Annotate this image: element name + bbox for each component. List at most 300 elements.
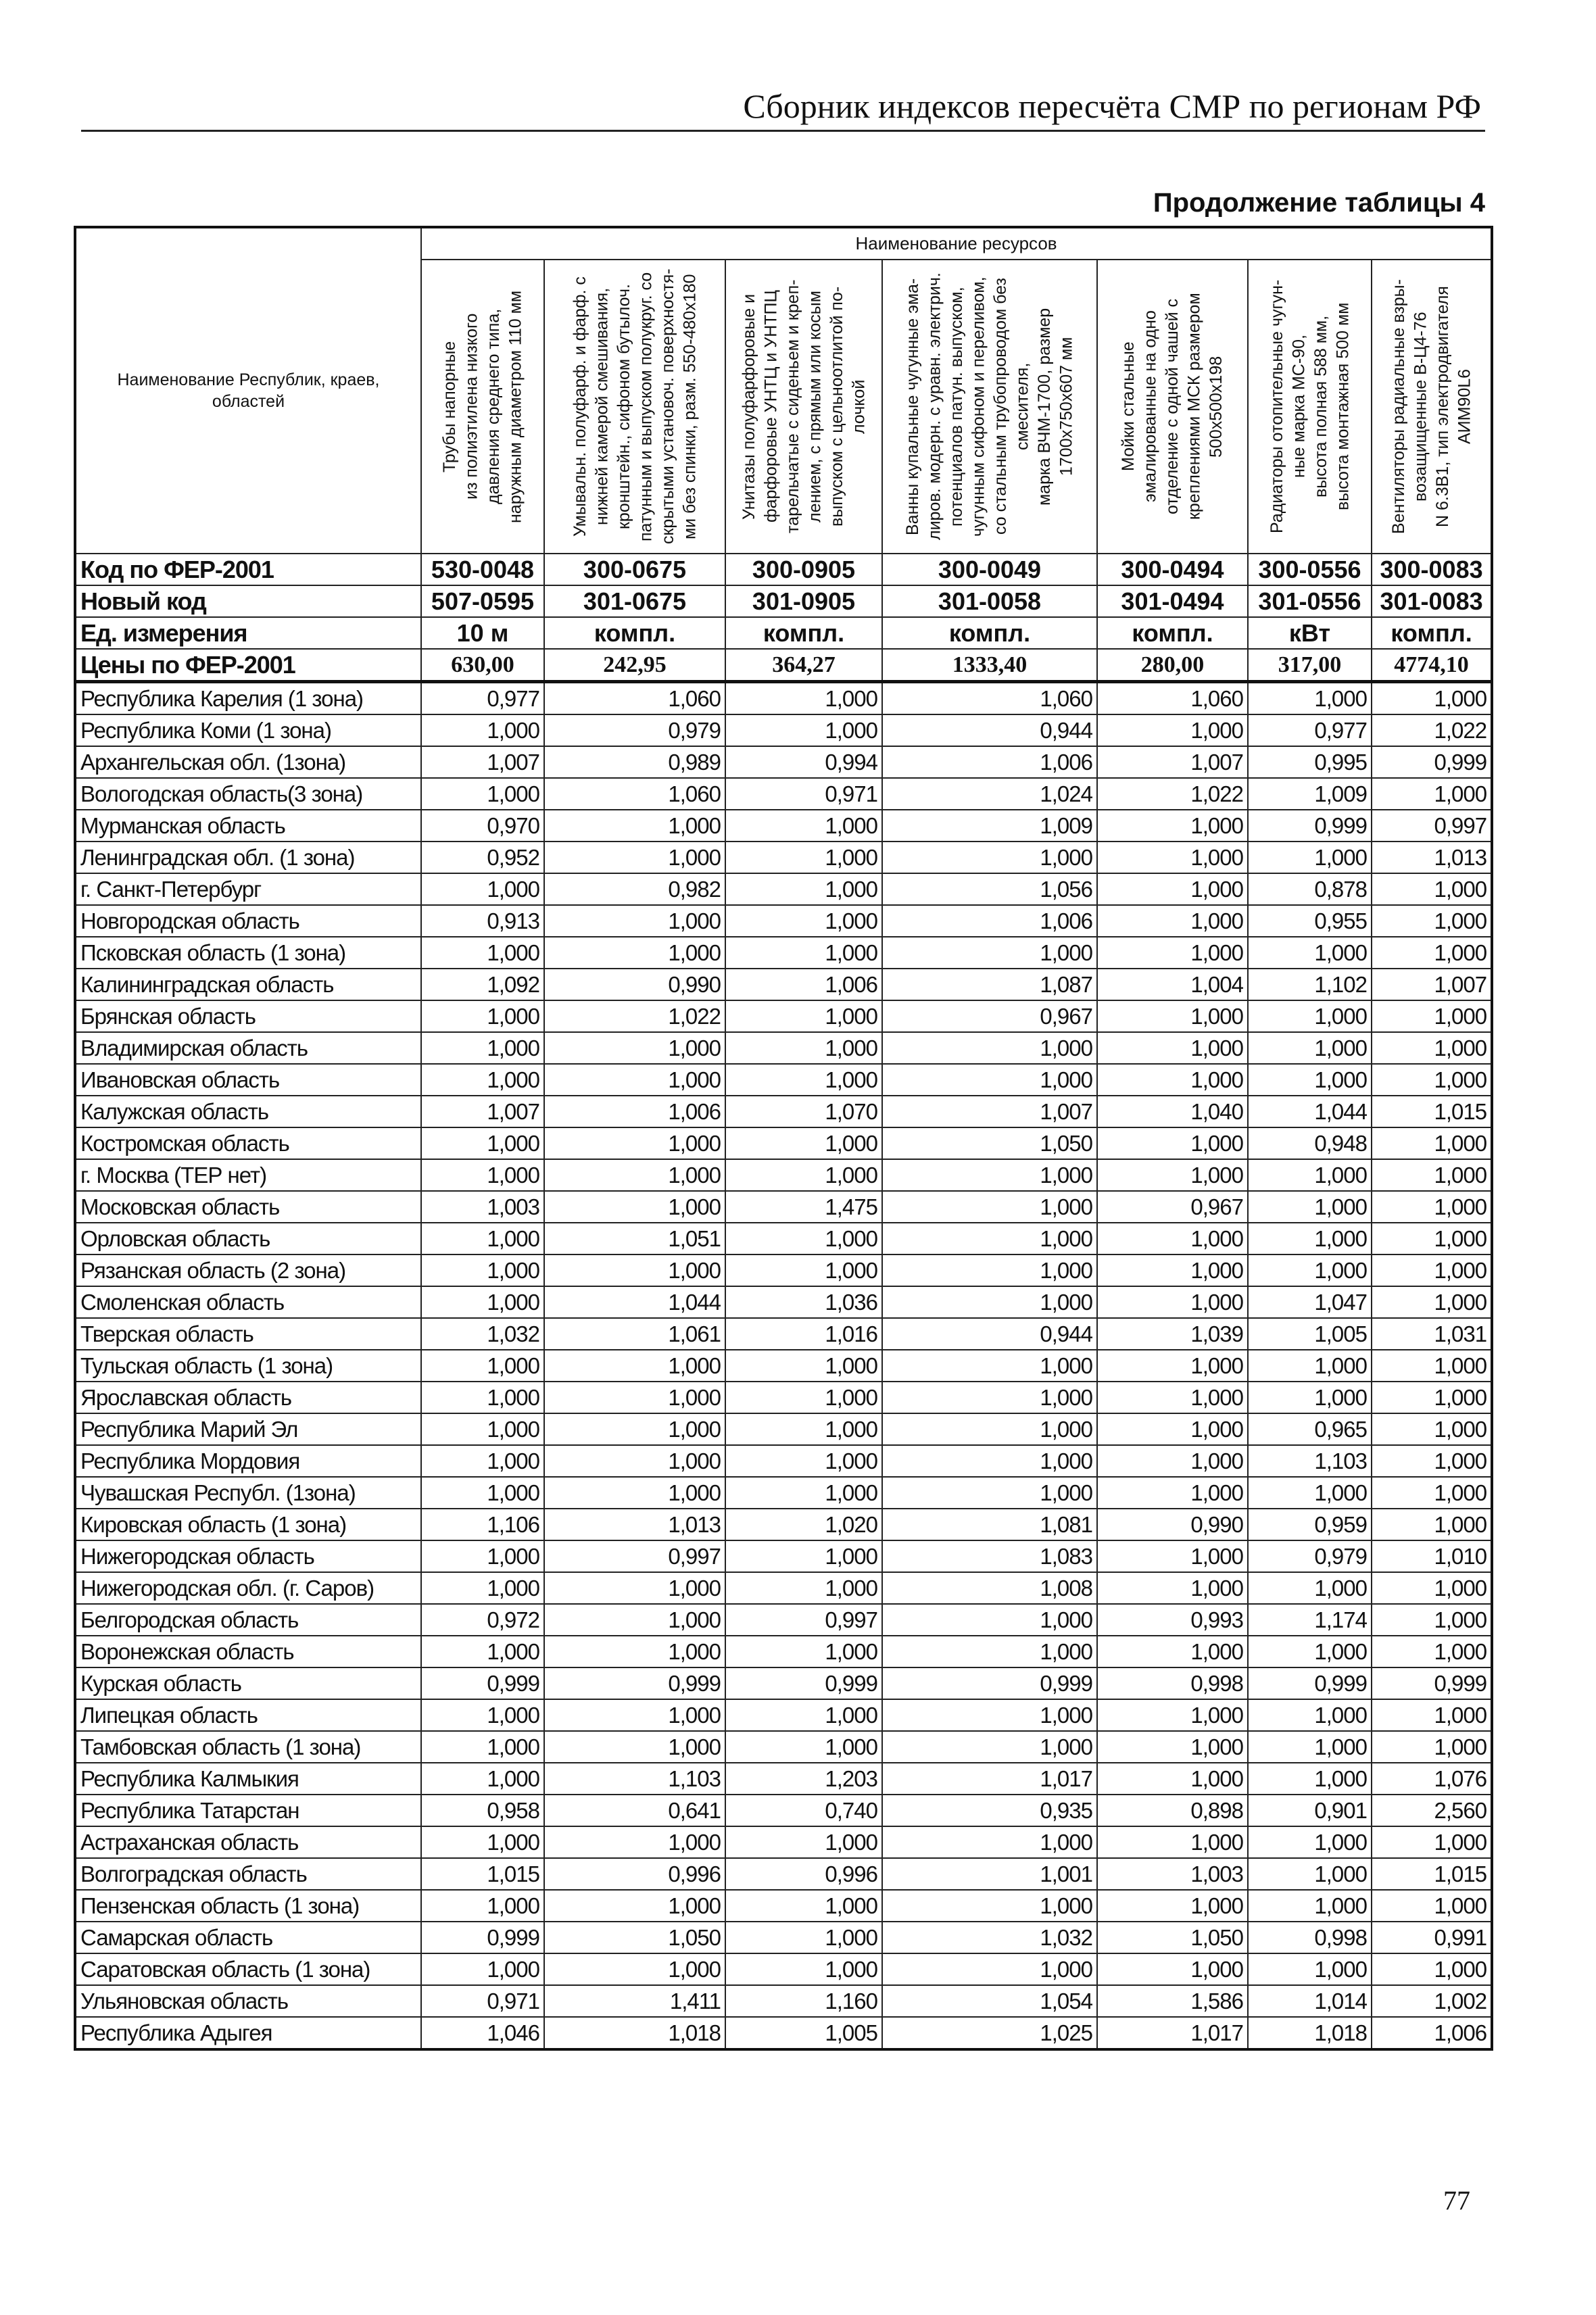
index-value: 0,995: [1248, 746, 1372, 778]
index-value: 1,000: [1097, 1477, 1248, 1509]
index-value: 1,000: [1248, 1699, 1372, 1731]
index-value: 1,051: [544, 1223, 725, 1254]
index-value: 1,000: [421, 1636, 544, 1667]
table-row: [75, 1127, 1492, 1159]
index-value: 1,000: [1248, 937, 1372, 969]
table-row: [75, 1795, 1492, 1826]
price-cell: 364,27: [725, 649, 882, 682]
index-value: 0,997: [1372, 810, 1492, 842]
index-value: 0,967: [882, 1000, 1097, 1032]
index-value: 1,000: [882, 1159, 1097, 1191]
region-name: Липецкая область: [75, 1699, 421, 1731]
index-value: 1,087: [882, 969, 1097, 1000]
index-value: 1,000: [725, 1922, 882, 1953]
index-value: 1,000: [421, 1477, 544, 1509]
index-value: 1,000: [544, 1127, 725, 1159]
index-value: 1,000: [1097, 1763, 1248, 1795]
index-value: 0,878: [1248, 873, 1372, 905]
resource-name: Умывальн. полуфарф. и фарф. с нижней камерой смешивания, кронштейн., сифоном бутылоч. патунным и выпуском полукруг. со скрытыми установоч. поверхностя- ми без спинки, разм. 550-480х180: [570, 268, 699, 545]
index-value: 1,000: [1248, 682, 1372, 715]
index-value: 0,967: [1097, 1191, 1248, 1223]
index-value: 0,990: [1097, 1509, 1248, 1540]
new-code-cell: 301-0083: [1372, 585, 1492, 617]
index-value: 1,005: [1248, 1318, 1372, 1350]
index-value: 1,000: [725, 1445, 882, 1477]
index-value: 1,000: [882, 1826, 1097, 1858]
index-value: 1,000: [1372, 1509, 1492, 1540]
index-value: 1,000: [1248, 1953, 1372, 1985]
index-value: 1,050: [882, 1127, 1097, 1159]
index-value: 1,006: [882, 905, 1097, 937]
table-row: [75, 1922, 1492, 1953]
index-value: 1,022: [544, 1000, 725, 1032]
index-value: 1,000: [544, 810, 725, 842]
index-value: 1,000: [882, 1223, 1097, 1254]
index-value: 1,000: [725, 842, 882, 873]
index-value: 1,024: [882, 778, 1097, 810]
index-value: 1,060: [1097, 682, 1248, 715]
index-value: 1,007: [882, 1096, 1097, 1127]
table-row: [75, 1191, 1492, 1223]
region-name: Саратовская область (1 зона): [75, 1953, 421, 1985]
table-row: [75, 1985, 1492, 2017]
index-value: 1,000: [1372, 1191, 1492, 1223]
index-value: 0,641: [544, 1795, 725, 1826]
index-value: 1,006: [882, 746, 1097, 778]
index-value: 1,000: [725, 1540, 882, 1572]
price-cell: 1333,40: [882, 649, 1097, 682]
index-value: 1,000: [725, 1572, 882, 1604]
resource-column-header: [421, 260, 544, 554]
index-value: 1,032: [882, 1922, 1097, 1953]
index-value: 1,047: [1248, 1286, 1372, 1318]
index-value: 0,993: [1097, 1604, 1248, 1636]
index-value: 1,000: [421, 1254, 544, 1286]
new-code-cell: 301-0494: [1097, 585, 1248, 617]
index-value: 1,000: [725, 1254, 882, 1286]
index-value: 0,999: [421, 1667, 544, 1699]
index-value: 1,000: [1372, 1159, 1492, 1191]
index-value: 0,996: [544, 1858, 725, 1890]
index-value: 1,000: [1372, 873, 1492, 905]
index-value: 1,000: [725, 1350, 882, 1382]
index-value: 1,044: [1248, 1096, 1372, 1127]
index-value: 0,972: [421, 1604, 544, 1636]
index-value: 1,000: [421, 1286, 544, 1318]
table-row: [75, 1413, 1492, 1445]
resource-name: Трубы напорные из полиэтилена низкого давления среднего типа, наружным диаметром 110 мм: [440, 290, 525, 523]
unit-cell: компл.: [725, 617, 882, 649]
index-value: 0,999: [1248, 810, 1372, 842]
price-cell: 317,00: [1248, 649, 1372, 682]
region-name: Псковская область (1 зона): [75, 937, 421, 969]
resource-column-header: [1097, 260, 1248, 554]
index-value: 1,000: [544, 1890, 725, 1922]
index-value: 1,000: [544, 1699, 725, 1731]
index-value: 1,000: [725, 1064, 882, 1096]
index-value: 1,000: [725, 1636, 882, 1667]
index-value: 1,102: [1248, 969, 1372, 1000]
index-value: 1,000: [882, 1731, 1097, 1763]
region-name: Тверская область: [75, 1318, 421, 1350]
index-value: 1,000: [882, 1445, 1097, 1477]
index-value: 0,944: [882, 714, 1097, 746]
index-value: 1,000: [882, 1254, 1097, 1286]
index-value: 1,000: [1372, 1254, 1492, 1286]
index-value: 1,025: [882, 2017, 1097, 2049]
index-value: 1,000: [1248, 1636, 1372, 1667]
resource-column-header: [544, 260, 725, 554]
index-value: 1,000: [1372, 937, 1492, 969]
table-row: [75, 1953, 1492, 1985]
index-value: 1,000: [882, 1413, 1097, 1445]
index-value: 1,009: [882, 810, 1097, 842]
index-value: 1,000: [1097, 1572, 1248, 1604]
table-row: [75, 746, 1492, 778]
table-row: [75, 1159, 1492, 1191]
index-value: 1,000: [725, 1826, 882, 1858]
index-value: 1,000: [725, 1382, 882, 1413]
index-value: 1,000: [544, 1382, 725, 1413]
index-value: 1,003: [421, 1191, 544, 1223]
index-value: 1,000: [421, 1127, 544, 1159]
index-value: 1,050: [1097, 1922, 1248, 1953]
region-name: Орловская область: [75, 1223, 421, 1254]
region-name: Республика Татарстан: [75, 1795, 421, 1826]
index-value: 1,000: [544, 1731, 725, 1763]
index-value: 1,000: [1372, 1953, 1492, 1985]
index-value: 1,000: [725, 1890, 882, 1922]
index-value: 1,022: [1372, 714, 1492, 746]
index-value: 1,060: [544, 682, 725, 715]
price-cell: 280,00: [1097, 649, 1248, 682]
table-row: [75, 969, 1492, 1000]
index-value: 1,000: [421, 873, 544, 905]
index-value: 1,000: [1097, 1286, 1248, 1318]
index-value: 0,944: [882, 1318, 1097, 1350]
fer-code-cell: 300-0494: [1097, 554, 1248, 585]
fer-code-cell: 530-0048: [421, 554, 544, 585]
index-value: 1,000: [1097, 873, 1248, 905]
region-name: Республика Калмыкия: [75, 1763, 421, 1795]
price-cell: 242,95: [544, 649, 725, 682]
region-name: г. Москва (ТЕР нет): [75, 1159, 421, 1191]
index-value: 1,000: [544, 1636, 725, 1667]
index-value: 0,970: [421, 810, 544, 842]
index-value: 1,007: [421, 1096, 544, 1127]
index-value: 1,000: [725, 1413, 882, 1445]
index-value: 1,000: [725, 1000, 882, 1032]
table-row: [75, 2017, 1492, 2049]
index-value: 1,006: [725, 969, 882, 1000]
resource-column-header: [1372, 260, 1492, 554]
index-value: 1,000: [882, 1604, 1097, 1636]
region-name: Республика Карелия (1 зона): [75, 682, 421, 715]
index-value: 1,017: [882, 1763, 1097, 1795]
index-value: 1,000: [882, 1350, 1097, 1382]
index-value: 1,000: [421, 1350, 544, 1382]
index-value: 1,000: [882, 1477, 1097, 1509]
table-row: [75, 1731, 1492, 1763]
index-value: 1,060: [544, 778, 725, 810]
index-value: 0,999: [1372, 1667, 1492, 1699]
index-value: 1,007: [1097, 746, 1248, 778]
index-value: 1,070: [725, 1096, 882, 1127]
index-value: 1,000: [1248, 1763, 1372, 1795]
index-value: 1,000: [421, 714, 544, 746]
region-name: Нижегородская обл. (г. Саров): [75, 1572, 421, 1604]
index-value: 1,000: [544, 937, 725, 969]
index-value: 1,014: [1248, 1985, 1372, 2017]
table-row: [75, 714, 1492, 746]
index-value: 1,046: [421, 2017, 544, 2049]
index-value: 1,000: [1372, 1572, 1492, 1604]
index-value: 1,000: [1097, 1731, 1248, 1763]
table-row: [75, 1858, 1492, 1890]
index-value: 1,000: [882, 1064, 1097, 1096]
index-value: 0,998: [1097, 1667, 1248, 1699]
index-value: 1,174: [1248, 1604, 1372, 1636]
index-value: 1,000: [421, 1159, 544, 1191]
resource-name: Вентиляторы радиальные взры- возащищенные В-Ц4-76 N 6.3В1, тип электродвигателя АИМ90L6: [1388, 279, 1474, 534]
index-value: 1,000: [725, 1699, 882, 1731]
table-row: [75, 682, 1492, 715]
index-value: 0,977: [1248, 714, 1372, 746]
region-name: Владимирская область: [75, 1032, 421, 1064]
index-value: 0,971: [421, 1985, 544, 2017]
index-value: 1,000: [1097, 1826, 1248, 1858]
table-row: [75, 1540, 1492, 1572]
index-value: 0,955: [1248, 905, 1372, 937]
index-value: 0,977: [421, 682, 544, 715]
index-value: 1,000: [1248, 1890, 1372, 1922]
index-value: 2,560: [1372, 1795, 1492, 1826]
index-value: 1,000: [1248, 1477, 1372, 1509]
index-value: 1,475: [725, 1191, 882, 1223]
index-value: 1,000: [1372, 1064, 1492, 1096]
index-value: 1,056: [882, 873, 1097, 905]
index-value: 1,050: [544, 1922, 725, 1953]
index-value: 0,935: [882, 1795, 1097, 1826]
index-value: 1,022: [1097, 778, 1248, 810]
table-row: [75, 1382, 1492, 1413]
price-cell: 630,00: [421, 649, 544, 682]
index-value: 1,000: [725, 1953, 882, 1985]
table-row: [75, 1763, 1492, 1795]
table-row: [75, 1477, 1492, 1509]
index-value: 0,999: [544, 1667, 725, 1699]
index-value: 1,000: [544, 842, 725, 873]
table-row: [75, 1096, 1492, 1127]
index-value: 1,018: [544, 2017, 725, 2049]
index-value: 1,000: [882, 1699, 1097, 1731]
region-name: Ленинградская обл. (1 зона): [75, 842, 421, 873]
index-value: 0,948: [1248, 1127, 1372, 1159]
index-value: 0,999: [882, 1667, 1097, 1699]
region-name: Мурманская область: [75, 810, 421, 842]
index-value: 1,000: [1097, 810, 1248, 842]
index-value: 1,000: [1372, 905, 1492, 937]
index-value: 1,000: [421, 1572, 544, 1604]
index-value: 1,004: [1097, 969, 1248, 1000]
index-value: 1,040: [1097, 1096, 1248, 1127]
index-value: 1,000: [544, 1477, 725, 1509]
index-value: 1,000: [1097, 1032, 1248, 1064]
index-value: 1,060: [882, 682, 1097, 715]
table-row: [75, 1572, 1492, 1604]
index-value: 1,013: [1372, 842, 1492, 873]
index-value: 1,081: [882, 1509, 1097, 1540]
index-value: 1,000: [882, 1032, 1097, 1064]
region-name: Чувашская Республ. (1зона): [75, 1477, 421, 1509]
index-value: 1,000: [1097, 842, 1248, 873]
unit-cell: компл.: [1372, 617, 1492, 649]
resource-column-header: [725, 260, 882, 554]
fer-code-cell: 300-0556: [1248, 554, 1372, 585]
resource-column-header: [882, 260, 1097, 554]
table-row: [75, 1667, 1492, 1699]
region-name: Волгоградская область: [75, 1858, 421, 1890]
index-value: 1,000: [1248, 1350, 1372, 1382]
index-value: 1,000: [725, 810, 882, 842]
index-value: 1,010: [1372, 1540, 1492, 1572]
index-value: 1,006: [1372, 2017, 1492, 2049]
index-value: 1,007: [421, 746, 544, 778]
table-row: [75, 1890, 1492, 1922]
new-code-cell: 507-0595: [421, 585, 544, 617]
index-value: 0,998: [1248, 1922, 1372, 1953]
row-label: Ед. измерения: [75, 617, 421, 649]
index-value: 1,000: [544, 1445, 725, 1477]
region-name: Смоленская область: [75, 1286, 421, 1318]
index-value: 1,000: [544, 1032, 725, 1064]
index-value: 1,000: [421, 1000, 544, 1032]
index-value: 1,006: [544, 1096, 725, 1127]
table-row: [75, 1064, 1492, 1096]
index-value: 1,000: [725, 1159, 882, 1191]
index-value: 1,008: [882, 1572, 1097, 1604]
index-value: 1,000: [421, 1413, 544, 1445]
index-value: 1,000: [1372, 1636, 1492, 1667]
fer-code-cell: 300-0049: [882, 554, 1097, 585]
index-value: 1,000: [1372, 682, 1492, 715]
index-value: 1,000: [1248, 1159, 1372, 1191]
index-value: 1,009: [1248, 778, 1372, 810]
index-value: 1,000: [421, 1826, 544, 1858]
index-value: 1,000: [421, 1223, 544, 1254]
index-value: 1,000: [421, 1763, 544, 1795]
index-value: 1,003: [1097, 1858, 1248, 1890]
index-value: 1,000: [544, 1191, 725, 1223]
index-value: 1,000: [1372, 1477, 1492, 1509]
index-value: 1,000: [421, 778, 544, 810]
header-rule: [81, 130, 1485, 132]
region-name: Ульяновская область: [75, 1985, 421, 2017]
index-value: 1,000: [1372, 1223, 1492, 1254]
index-value: 1,000: [725, 1477, 882, 1509]
table-row: [75, 842, 1492, 873]
region-name: Калужская область: [75, 1096, 421, 1127]
index-value: 1,586: [1097, 1985, 1248, 2017]
resource-column-header: [1248, 260, 1372, 554]
table-row: [75, 937, 1492, 969]
region-name: Астраханская область: [75, 1826, 421, 1858]
index-value: 1,083: [882, 1540, 1097, 1572]
index-value: 1,017: [1097, 2017, 1248, 2049]
index-value: 1,000: [1372, 1413, 1492, 1445]
index-value: 1,020: [725, 1509, 882, 1540]
index-value: 1,000: [1372, 1731, 1492, 1763]
table-row: [75, 1254, 1492, 1286]
region-name: г. Санкт-Петербург: [75, 873, 421, 905]
unit-cell: компл.: [544, 617, 725, 649]
new-code-cell: 301-0905: [725, 585, 882, 617]
index-value: 1,000: [882, 937, 1097, 969]
region-name: Нижегородская область: [75, 1540, 421, 1572]
index-value: 0,999: [421, 1922, 544, 1953]
region-name: Калининградская область: [75, 969, 421, 1000]
index-value: 1,000: [1372, 1890, 1492, 1922]
price-cell: 4774,10: [1372, 649, 1492, 682]
index-value: 1,000: [882, 1191, 1097, 1223]
index-value: 0,996: [725, 1858, 882, 1890]
index-value: 0,979: [1248, 1540, 1372, 1572]
index-value: 1,411: [544, 1985, 725, 2017]
index-value: 1,000: [1097, 1413, 1248, 1445]
table-row: [75, 1445, 1492, 1477]
index-value: 1,000: [544, 1350, 725, 1382]
region-name: Самарская область: [75, 1922, 421, 1953]
index-value: 1,000: [725, 714, 882, 746]
index-value: 0,997: [544, 1540, 725, 1572]
index-value: 1,000: [421, 1445, 544, 1477]
index-value: 0,991: [1372, 1922, 1492, 1953]
region-name: Архангельская обл. (1зона): [75, 746, 421, 778]
fer-code-cell: 300-0905: [725, 554, 882, 585]
region-name: Брянская область: [75, 1000, 421, 1032]
fer-code-cell: 300-0675: [544, 554, 725, 585]
index-value: 1,000: [1372, 1604, 1492, 1636]
index-value: 1,000: [882, 1636, 1097, 1667]
index-value: 1,018: [1248, 2017, 1372, 2049]
index-value: 1,013: [544, 1509, 725, 1540]
index-value: 1,000: [1097, 1382, 1248, 1413]
index-value: 1,000: [1097, 1000, 1248, 1032]
index-value: 1,000: [1372, 1032, 1492, 1064]
table-row: [75, 1223, 1492, 1254]
index-value: 1,000: [1372, 1445, 1492, 1477]
region-name: Курская область: [75, 1667, 421, 1699]
index-value: 1,044: [544, 1286, 725, 1318]
index-value: 1,000: [1097, 1540, 1248, 1572]
index-value: 1,000: [882, 1382, 1097, 1413]
index-value: 0,958: [421, 1795, 544, 1826]
index-value: 1,000: [1097, 1127, 1248, 1159]
region-name: Костромская область: [75, 1127, 421, 1159]
index-value: 1,000: [1248, 1032, 1372, 1064]
region-name: Воронежская область: [75, 1636, 421, 1667]
index-value: 1,092: [421, 969, 544, 1000]
index-value: 1,000: [725, 682, 882, 715]
table-row: [75, 905, 1492, 937]
index-value: 0,994: [725, 746, 882, 778]
table-row: [75, 1826, 1492, 1858]
region-name: Республика Марий Эл: [75, 1413, 421, 1445]
index-value: 1,005: [725, 2017, 882, 2049]
running-head: Сборник индексов пересчёта СМР по регионам РФ: [743, 87, 1481, 125]
region-name: Тамбовская область (1 зона): [75, 1731, 421, 1763]
index-value: 1,000: [421, 1064, 544, 1096]
